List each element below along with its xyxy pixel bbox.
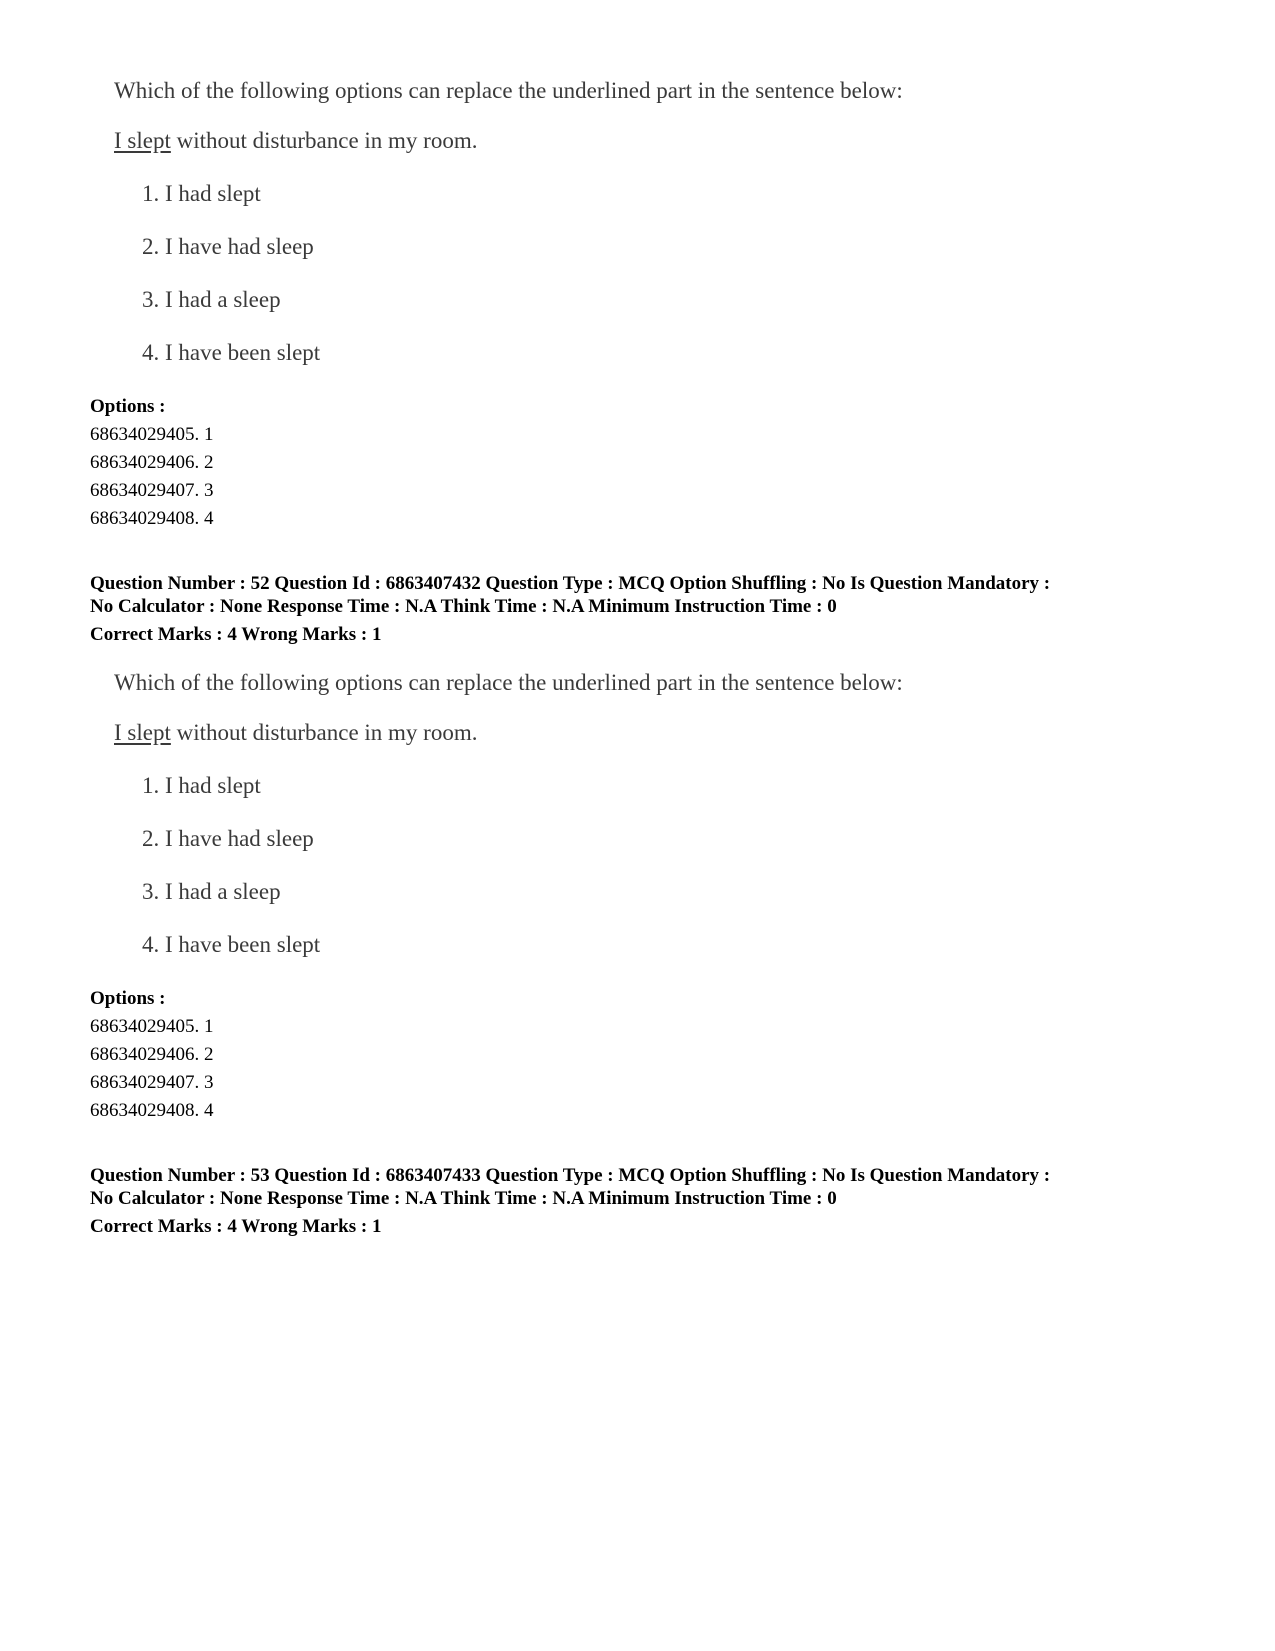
- options-header: Options :: [90, 988, 166, 1009]
- option-id: 68634029408. 4: [90, 1100, 214, 1121]
- question-option: 3. I had a sleep: [142, 287, 281, 312]
- underlined-part: I slept: [114, 720, 171, 745]
- question-meta-line: Question Number : 53 Question Id : 6863407433 Question Type : MCQ Option Shuffling : No Is Question Mandatory :: [90, 1165, 1051, 1186]
- question-option: 1. I had slept: [142, 181, 261, 206]
- option-id: 68634029406. 2: [90, 1044, 214, 1065]
- underlined-part: I slept: [114, 128, 171, 153]
- question-sentence: [114, 128, 478, 154]
- sentence-rest: without disturbance in my room.: [170, 128, 478, 153]
- question-meta: [90, 572, 1190, 646]
- question-option: 4. I have been slept: [142, 340, 321, 365]
- question-stem: Which of the following options can replace the underlined part in the sentence below:: [114, 670, 903, 695]
- option-id: 68634029408. 4: [90, 508, 214, 529]
- question-meta-line: Question Number : 52 Question Id : 6863407432 Question Type : MCQ Option Shuffling : No Is Question Mandatory :: [90, 573, 1051, 594]
- question-meta-line: No Calculator : None Response Time : N.A Think Time : N.A Minimum Instruction Time : 0: [90, 1188, 837, 1209]
- options-header: Options :: [90, 396, 166, 417]
- option-id: 68634029406. 2: [90, 452, 214, 473]
- question-marks: Correct Marks : 4 Wrong Marks : 1: [90, 1216, 382, 1237]
- question-option: 2. I have had sleep: [142, 234, 314, 259]
- option-id: 68634029407. 3: [90, 1072, 214, 1093]
- question-option: 3. I had a sleep: [142, 879, 281, 904]
- option-id: 68634029405. 1: [90, 1016, 214, 1037]
- question-option: 4. I have been slept: [142, 932, 321, 957]
- question-meta-line: No Calculator : None Response Time : N.A Think Time : N.A Minimum Instruction Time : 0: [90, 596, 837, 617]
- question-sentence: [114, 720, 478, 746]
- options-list: [90, 985, 214, 1125]
- question-stem: Which of the following options can replace the underlined part in the sentence below:: [114, 78, 903, 103]
- question-option: 1. I had slept: [142, 773, 261, 798]
- option-id: 68634029405. 1: [90, 424, 214, 445]
- question-meta: [90, 1164, 1190, 1238]
- question-marks: Correct Marks : 4 Wrong Marks : 1: [90, 624, 382, 645]
- sentence-rest: without disturbance in my room.: [170, 720, 478, 745]
- question-option: 2. I have had sleep: [142, 826, 314, 851]
- option-id: 68634029407. 3: [90, 480, 214, 501]
- options-list: [90, 393, 214, 533]
